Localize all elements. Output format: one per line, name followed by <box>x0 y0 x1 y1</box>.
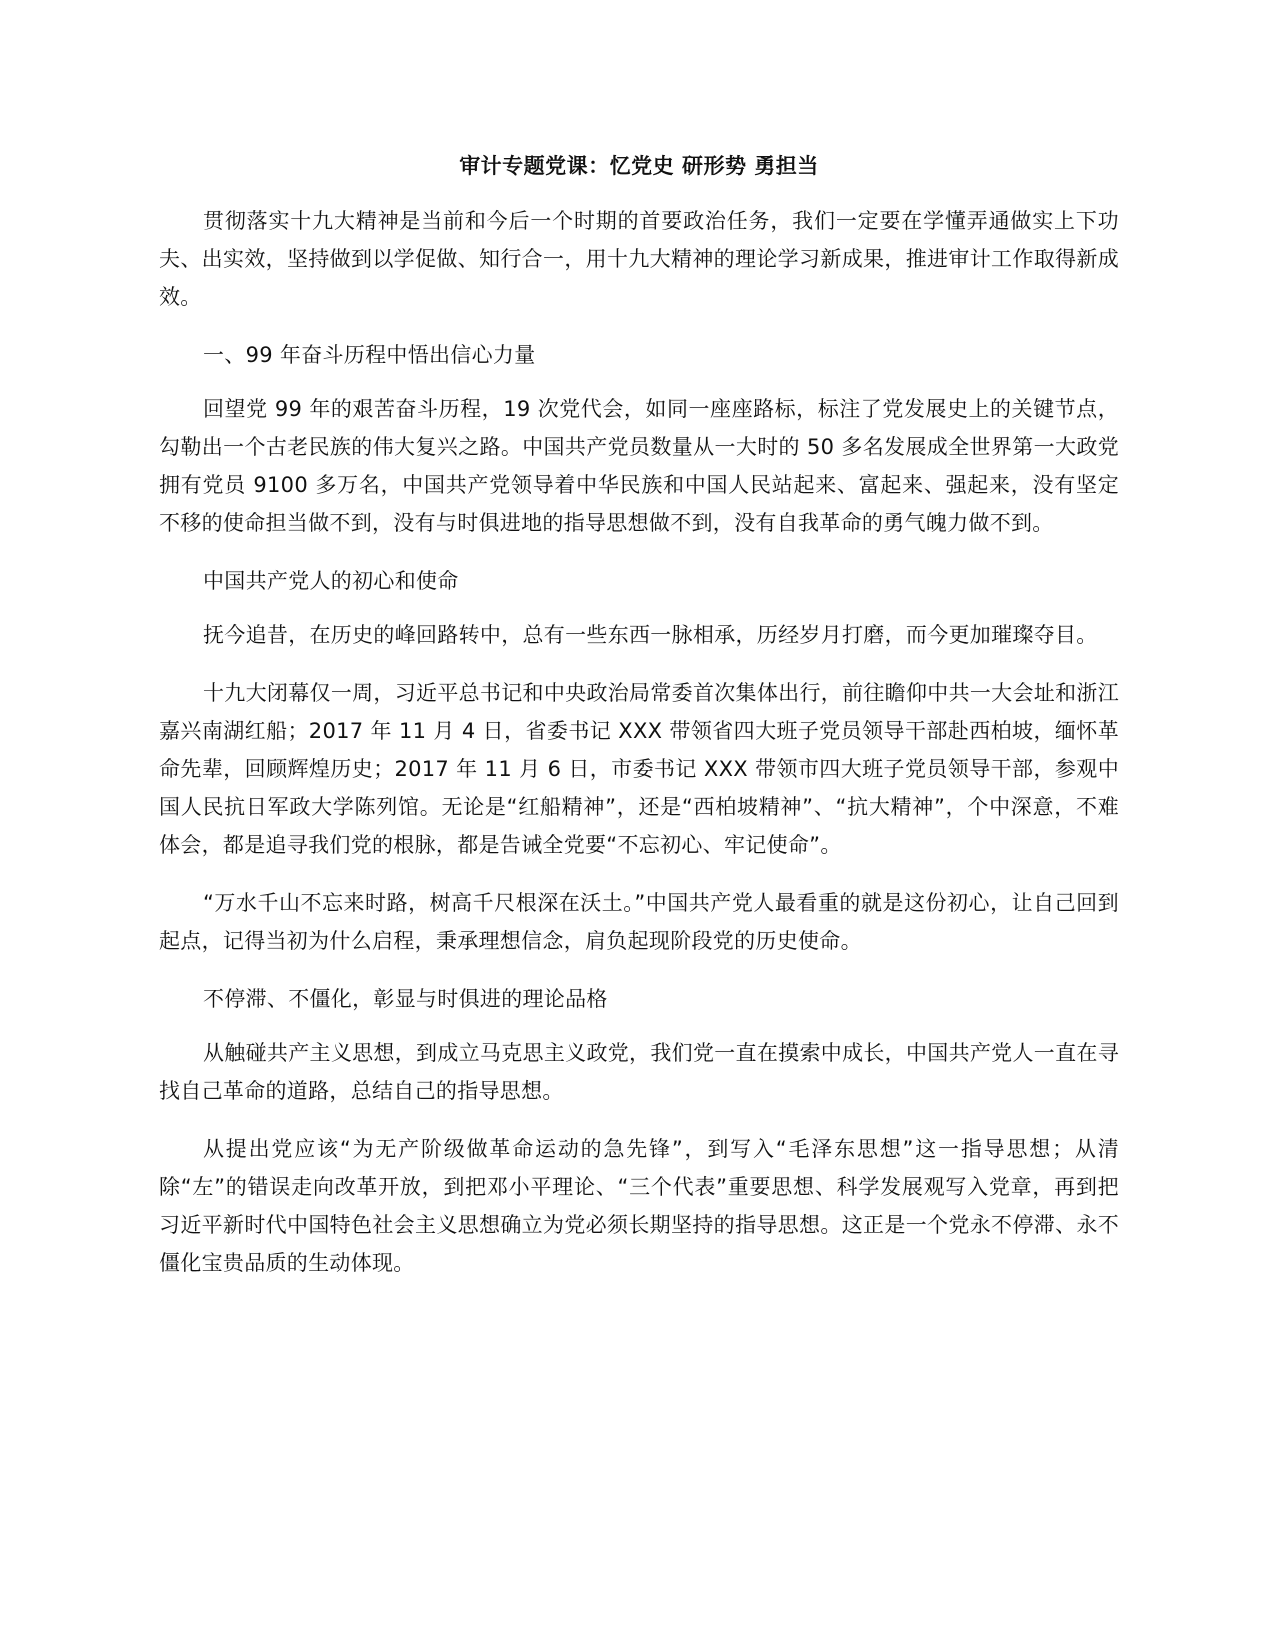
paragraph: 回望党 99 年的艰苦奋斗历程，19 次党代会，如同一座座路标，标注了党发展史上的关键节点，勾勒出一个古老民族的伟大复兴之路。中国共产党员数量从一大时的 50 多名发展成全世界第一大政党拥有党员 9100 多万名，中国共产党领导着中华民族和中国人民站起来、富起来、强起来，没有坚定不移的使命担当做不到，没有与时俱进地的指导思想做不到，没有自我革命的勇气魄力做不到。 <box>159 397 1119 535</box>
paragraph: 从触碰共产主义思想，到成立马克思主义政党，我们党一直在摸索中成长，中国共产党人一直在寻找自己革命的道路，总结自己的指导思想。 <box>159 1041 1119 1103</box>
paragraph: 从提出党应该“为无产阶级做革命运动的急先锋”，到写入“毛泽东思想”这一指导思想；从清除“左”的错误走向改革开放，到把邓小平理论、“三个代表”重要思想、科学发展观写入党章，再到把习近平新时代中国特色社会主义思想确立为党必须长期坚持的指导思想。这正是一个党永不停滞、永不僵化宝贵品质的生动体现。 <box>159 1137 1119 1275</box>
document-body <box>159 148 1119 1302</box>
paragraph: 抚今追昔，在历史的峰回路转中，总有一些东西一脉相承，历经岁月打磨，而今更加璀璨夺目。 <box>203 623 1098 647</box>
subsection-heading: 不停滞、不僵化，彰显与时俱进的理论品格 <box>203 987 608 1011</box>
subsection-heading: 中国共产党人的初心和使命 <box>203 569 459 593</box>
paragraph: 十九大闭幕仅一周，习近平总书记和中央政治局常委首次集体出行，前往瞻仰中共一大会址和浙江嘉兴南湖红船；2017 年 11 月 4 日，省委书记 XXX 带领省四大班子党员领导干部赴西柏坡，缅怀革命先辈，回顾辉煌历史；2017 年 11 月 6 日，市委书记 XXX 带领市四大班子党员领导干部，参观中国人民抗日军政大学陈列馆。无论是“红船精神”，还是“西柏坡精神”、“抗大精神”，个中深意，不难体会，都是追寻我们党的根脉，都是告诫全党要“不忘初心、牢记使命”。 <box>159 681 1119 857</box>
section-heading-1: 一、99 年奋斗历程中悟出信心力量 <box>203 343 536 367</box>
paragraph: “万水千山不忘来时路，树高千尺根深在沃土。”中国共产党人最看重的就是这份初心，让自己回到起点，记得当初为什么启程，秉承理想信念，肩负起现阶段党的历史使命。 <box>159 891 1119 953</box>
document-title: 审计专题党课：忆党史 研形势 勇担当 <box>459 154 819 178</box>
paragraph-intro: 贯彻落实十九大精神是当前和今后一个时期的首要政治任务，我们一定要在学懂弄通做实上下功夫、出实效，坚持做到以学促做、知行合一，用十九大精神的理论学习新成果，推进审计工作取得新成效。 <box>159 209 1119 309</box>
